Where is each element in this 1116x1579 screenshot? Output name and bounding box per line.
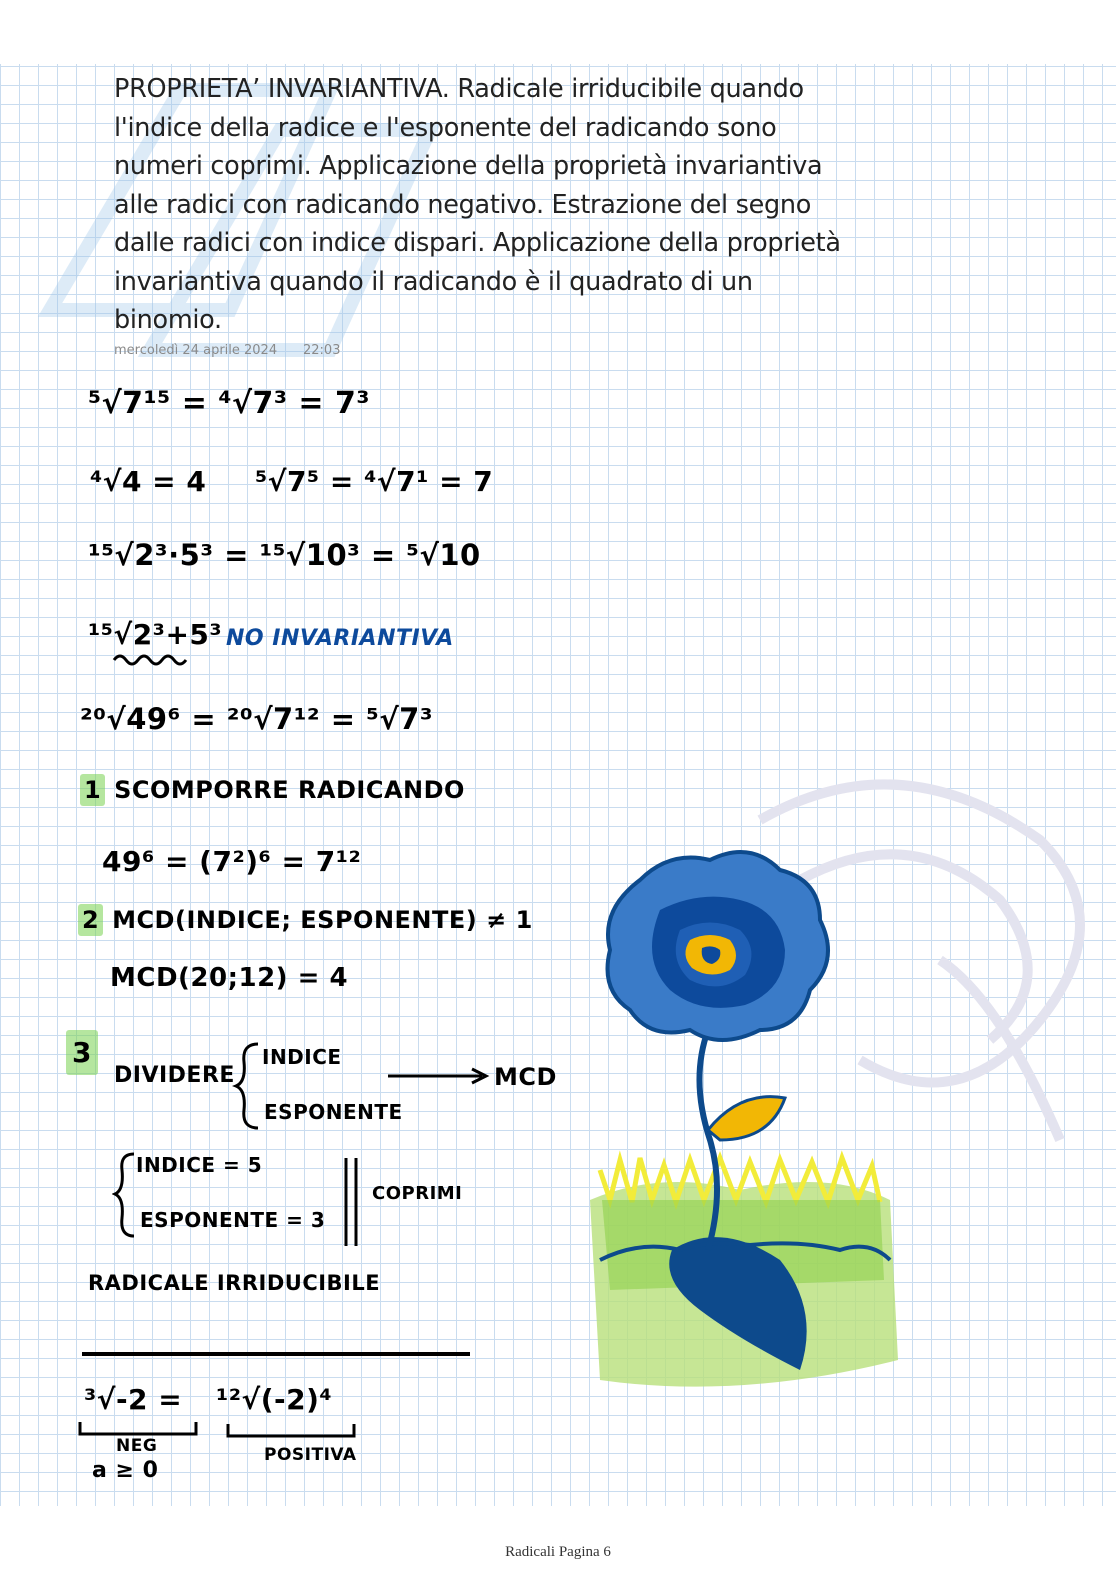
example-1: ⁵√7¹⁵ = ⁴√7³ = 7³: [88, 386, 371, 421]
wavy-underline: [112, 650, 192, 668]
step-2: [78, 906, 533, 934]
example-3: ¹⁵√2³·5³ = ¹⁵√10³ = ⁵√10: [88, 538, 481, 572]
note-time: 22:03: [303, 343, 341, 358]
divider-line: [80, 1350, 474, 1358]
step-1-calc: 49⁶ = (7²)⁶ = 7¹²: [102, 845, 362, 878]
page-footer: Radicali Pagina 6: [505, 1544, 611, 1560]
result-indice: INDICE = 5: [136, 1153, 263, 1177]
step-number: 1: [80, 774, 105, 806]
note-date: mercoledì 24 aprile 2024: [114, 343, 278, 358]
curly-brace: [232, 1040, 262, 1132]
step-3-number: 3: [66, 1036, 98, 1069]
flower-drawing: [580, 840, 910, 1400]
neg-label: NEG: [116, 1436, 158, 1456]
double-bar: [342, 1156, 362, 1248]
example-5: ²⁰√49⁶ = ²⁰√7¹² = ⁵√7³: [80, 702, 434, 736]
step-3-esponente: ESPONENTE: [264, 1100, 403, 1124]
step-3-indice: INDICE: [262, 1045, 342, 1069]
neg-condition: a ≥ 0: [92, 1458, 159, 1483]
pos-label: POSITIVA: [264, 1445, 357, 1465]
example-4: ¹⁵√2³+5³: [88, 618, 223, 651]
arrow: [386, 1066, 490, 1086]
step-text: SCOMPORRE RADICANDO: [114, 776, 465, 804]
coprimi-note: COPRIMI: [372, 1183, 463, 1204]
heading-line: numeri coprimi. Applicazione della proprietà invariantiva: [114, 151, 823, 181]
heading-line: l'indice della radice e l'esponente del radicando sono: [114, 112, 777, 143]
no-invariantiva-note: NO INVARIANTIVA: [226, 626, 454, 651]
heading-line: PROPRIETA’ INVARIANTIVA. Radicale irriducibile quando: [114, 74, 804, 104]
pos-bracket: [224, 1422, 360, 1444]
step-2-calc: MCD(20;12) = 4: [110, 963, 349, 993]
curly-brace: [112, 1150, 138, 1240]
step-number: 2: [78, 904, 103, 936]
page-heading: [114, 70, 874, 340]
result-esponente: ESPONENTE = 3: [140, 1208, 326, 1232]
negative-example-left: ³√-2 =: [84, 1383, 183, 1416]
heading-line: dalle radici con indice dispari. Applicazione della proprietà: [114, 228, 841, 258]
example-2a: ⁴√4 = 4: [90, 465, 207, 498]
step-3-mcd: MCD: [494, 1063, 557, 1091]
heading-line: binomio.: [114, 305, 222, 335]
page-top-margin: [0, 0, 1116, 64]
conclusion: RADICALE IRRIDUCIBILE: [88, 1271, 381, 1295]
step-text: MCD(INDICE; ESPONENTE) ≠ 1: [112, 906, 533, 934]
heading-line: invariantiva quando il radicando è il quadrato di un: [114, 266, 753, 297]
heading-line: alle radici con radicando negativo. Estrazione del segno: [114, 189, 812, 220]
step-3-verb: DIVIDERE: [114, 1063, 235, 1088]
negative-example-right: ¹²√(-2)⁴: [216, 1383, 333, 1416]
page-bottom-margin: [0, 1506, 1116, 1579]
example-2b: ⁵√7⁵ = ⁴√7¹ = 7: [255, 465, 494, 498]
step-1: [80, 776, 465, 804]
